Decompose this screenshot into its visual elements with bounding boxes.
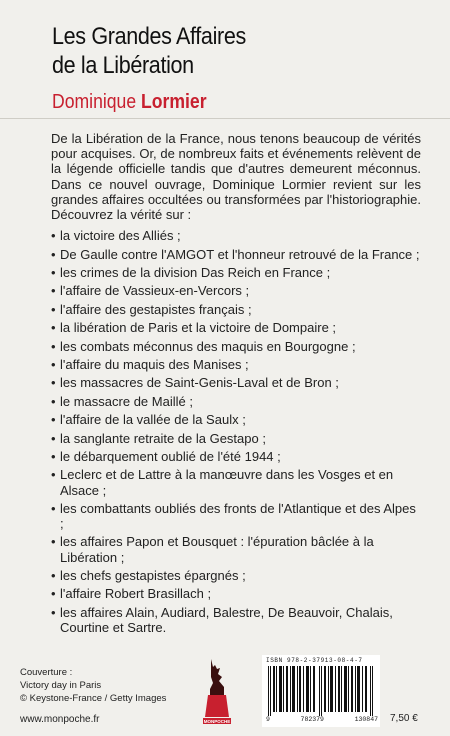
- list-item: • la victoire des Alliés ;: [51, 228, 421, 243]
- isbn: ISBN 978-2-37913-08-4-7: [266, 657, 363, 664]
- author-last-name: Lormier: [141, 91, 207, 113]
- list-item: • les combats méconnus des maquis en Bourgogne ;: [51, 339, 421, 354]
- blurb-intro: De la Libération de la France, nous tenons beaucoup de vérités pour acquises. Or, de nombreux faits et événements relèvent de la légende officielle tandis que d'autres demeurent méconnus. Dans ce nouvel ouvrage, Dominique Lormier revient sur les grandes affaires occultées ou transformées par l'historiographie. Découvrez la vérité sur :: [51, 131, 421, 223]
- list-item: • les massacres de Saint-Genis-Laval et de Bron ;: [51, 375, 421, 390]
- author-name: [52, 90, 207, 114]
- list-item: • les combattants oubliés des fronts de l'Atlantique et des Alpes ;: [51, 501, 421, 531]
- list-item: • les affaires Alain, Audiard, Balestre, De Beauvoir, Chalais, Courtine et Sartre.: [51, 605, 421, 635]
- list-item: • De Gaulle contre l'AMGOT et l'honneur retrouvé de la France ;: [51, 247, 421, 262]
- list-item: • la libération de Paris et la victoire de Dompaire ;: [51, 320, 421, 335]
- list-item: • l'affaire des gestapistes français ;: [51, 302, 421, 317]
- list-item: • Leclerc et de Lattre à la manœuvre dans les Vosges et en Alsace ;: [51, 467, 421, 497]
- price: 7,50 €: [390, 713, 418, 724]
- author-first-name: Dominique: [52, 91, 137, 113]
- barcode-digit: 9: [266, 716, 270, 723]
- list-item: • la sanglante retraite de la Gestapo ;: [51, 431, 421, 446]
- list-item: • les affaires Papon et Bousquet : l'épuration bâclée à la Libération ;: [51, 534, 421, 564]
- credits-line-1: Couverture :: [20, 667, 73, 678]
- header-divider: [0, 118, 450, 119]
- list-item: • l'affaire Robert Brasillach ;: [51, 586, 421, 601]
- topics-list: [51, 228, 421, 635]
- publisher-url: www.monpoche.fr: [20, 714, 100, 725]
- barcode-group-1: 782379: [300, 716, 324, 723]
- monpoche-logo-icon: [197, 655, 237, 727]
- barcode-icon: [268, 666, 374, 716]
- list-item: • l'affaire du maquis des Manises ;: [51, 357, 421, 372]
- title-line-2: de la Libération: [52, 52, 194, 79]
- list-item: • les crimes de la division Das Reich en France ;: [51, 265, 421, 280]
- blurb: [51, 131, 421, 638]
- barcode-block: [262, 655, 380, 727]
- list-item: • les chefs gestapistes épargnés ;: [51, 568, 421, 583]
- list-item: • l'affaire de la vallée de la Saulx ;: [51, 412, 421, 427]
- cover-credits: [20, 666, 166, 705]
- list-item: • le massacre de Maillé ;: [51, 394, 421, 409]
- book-title: [52, 22, 369, 80]
- title-line-1: Les Grandes Affaires: [52, 23, 246, 50]
- barcode-group-2: 130847: [354, 716, 378, 723]
- logo-text: MONPOCHE: [203, 719, 231, 724]
- credits-line-2: Victory day in Paris: [20, 680, 102, 691]
- barcode-numbers: [266, 716, 378, 723]
- list-item: • le débarquement oublié de l'été 1944 ;: [51, 449, 421, 464]
- list-item: • l'affaire de Vassieux-en-Vercors ;: [51, 283, 421, 298]
- credits-line-3: © Keystone-France / Getty Images: [20, 693, 167, 704]
